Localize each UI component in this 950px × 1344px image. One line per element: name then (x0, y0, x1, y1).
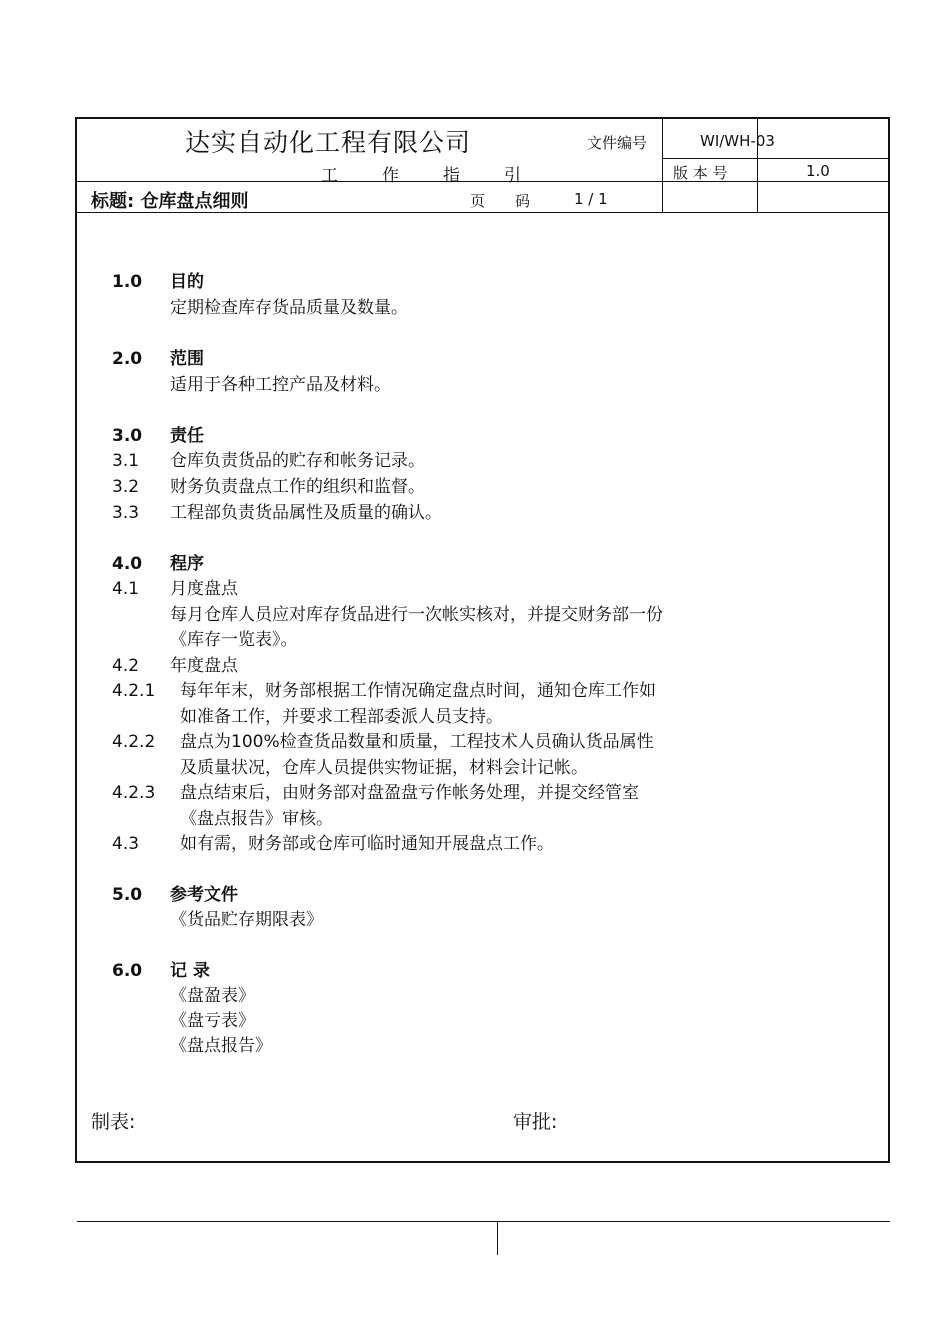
section-1-text: 定期检查库存货品质量及数量。 (170, 298, 408, 318)
list-item: 3.1 仓库负责货品的贮存和帐务记录。 (112, 451, 425, 471)
list-item: 4.2.2 盘点为100%检查货品数量和质量，工程技术人员确认货品属性 (112, 732, 654, 752)
record-item: 《盘盈表》 (170, 986, 255, 1006)
list-item: 3.3 工程部负责货品属性及质量的确认。 (112, 503, 442, 523)
footer-divider (497, 1221, 498, 1255)
page-label: 页 码 (470, 192, 531, 210)
list-item: 4.3 如有需，财务部或仓库可临时通知开展盘点工作。 (112, 834, 554, 854)
list-item: 4.2.1 每年年末，财务部根据工作情况确定盘点时间，通知仓库工作如 (112, 681, 656, 701)
section-5-text: 《货品贮存期限表》 (170, 910, 323, 930)
page-title: 标题: 仓库盘点细则 (91, 191, 249, 212)
header-rule (662, 158, 890, 159)
list-item-text: 《库存一览表》。 (170, 630, 298, 650)
section-2-text: 适用于各种工控产品及材料。 (170, 375, 391, 395)
list-item-text: 每月仓库人员应对库存货品进行一次帐实核对，并提交财务部一份 (170, 605, 663, 625)
document-frame (75, 117, 890, 1163)
section-6-heading: 6.0 记 录 (112, 961, 210, 981)
section-5-heading: 5.0 参考文件 (112, 885, 238, 905)
list-item: 4.1 月度盘点 (112, 579, 238, 599)
version-value: 1.0 (806, 162, 830, 180)
section-2-heading: 2.0 范围 (112, 349, 204, 369)
company-name: 达实自动化工程有限公司 (185, 128, 472, 157)
section-3-heading: 3.0 责任 (112, 426, 204, 446)
record-item: 《盘亏表》 (170, 1011, 255, 1031)
document-type: 工作指引 (321, 166, 565, 186)
list-item-text: 及质量状况，仓库人员提供实物证据，材料会计记帐。 (180, 758, 588, 778)
doc-no-label: 文件编号 (587, 134, 648, 152)
list-item-text: 如准备工作，并要求工程部委派人员支持。 (180, 707, 503, 727)
record-item: 《盘点报告》 (170, 1036, 272, 1056)
list-item: 4.2.3 盘点结束后，由财务部对盘盈盘亏作帐务处理，并提交经管室 (112, 783, 639, 803)
prepared-by-label: 制表: (91, 1111, 136, 1133)
list-item-text: 《盘点报告》审核。 (180, 809, 333, 829)
list-item: 3.2 财务负责盘点工作的组织和监督。 (112, 477, 425, 497)
list-item: 4.2 年度盘点 (112, 656, 238, 676)
header-divider (662, 119, 663, 213)
approved-by-label: 审批: (513, 1111, 558, 1133)
section-4-heading: 4.0 程序 (112, 554, 204, 574)
page-number: 1 / 1 (574, 190, 608, 208)
section-1-heading: 1.0 目的 (112, 272, 204, 292)
version-label: 版 本 号 (673, 164, 728, 182)
footer-rule (77, 1221, 890, 1222)
doc-no-value: WI/WH-03 (700, 132, 775, 150)
